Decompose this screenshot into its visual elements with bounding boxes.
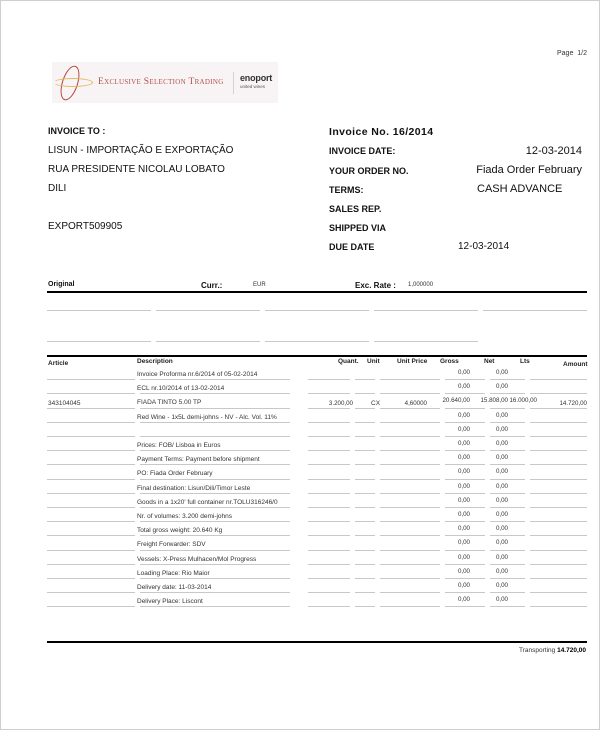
row-rule (530, 464, 587, 465)
cell-unit-price: 4,60000 (404, 400, 427, 408)
row-rule (355, 564, 375, 565)
row-rule (47, 606, 135, 607)
transporting-total: Transporting 14.720,00 (519, 647, 586, 654)
cell-net: 0,00 (495, 496, 508, 504)
row-rule (308, 479, 350, 480)
row-rule (445, 606, 485, 607)
row-rule (47, 493, 135, 494)
cell-net: 0,00 (495, 553, 508, 561)
row-rule (355, 479, 375, 480)
row-rule (140, 550, 290, 551)
row-rule (140, 450, 290, 451)
blank-field-line (265, 310, 369, 311)
cell-gross: 0,00 (457, 539, 470, 547)
row-rule (140, 578, 290, 579)
row-rule (490, 535, 525, 536)
table-bottom-rule (47, 641, 587, 643)
row-rule (140, 436, 290, 437)
company-logo (52, 62, 278, 103)
row-rule (380, 578, 440, 579)
row-rule (490, 521, 525, 522)
row-rule (308, 493, 350, 494)
cell-net: 0,00 (495, 482, 508, 490)
due-date-label: DUE DATE (329, 242, 375, 252)
row-rule (355, 521, 375, 522)
cell-net: 0,00 (495, 440, 508, 447)
row-rule (530, 550, 587, 551)
row-rule (380, 550, 440, 551)
row-rule (308, 550, 350, 551)
cell-gross: 0,00 (457, 454, 470, 462)
cell-gross: 0,00 (457, 369, 470, 376)
row-rule (47, 564, 135, 565)
cell-gross: 0,00 (457, 511, 470, 518)
currency-label: Curr.: (201, 281, 223, 290)
row-rule (308, 450, 350, 451)
row-rule (355, 450, 375, 451)
invoice-number: Invoice No. 16/2014 (329, 126, 434, 138)
row-rule (140, 379, 290, 380)
row-rule (140, 606, 290, 607)
row-rule (445, 493, 485, 494)
cell-net: 0,00 (495, 454, 508, 462)
row-rule (445, 479, 485, 480)
row-rule (445, 578, 485, 579)
row-rule (530, 606, 587, 607)
logo-divider (233, 72, 234, 94)
cell-gross: 0,00 (457, 468, 470, 476)
cell-description: Delivery Place: Liscont (137, 598, 203, 606)
row-rule (355, 408, 375, 409)
row-rule (490, 564, 525, 565)
cell-gross: 20.640,00 (442, 397, 470, 405)
row-rule (530, 493, 587, 494)
cell-description: Vessels: X-Press Mulhacen/Mol Progress (137, 555, 257, 563)
cell-net: 0,00 (495, 511, 508, 518)
row-rule (308, 578, 350, 579)
exchange-rate-label: Exc. Rate : (355, 281, 396, 290)
due-date-value: 12-03-2014 (458, 241, 510, 252)
row-rule (355, 606, 375, 607)
order-number-value: Fiada Order February (476, 164, 582, 176)
col-header-unit: Unit (367, 358, 380, 365)
logo-brand-text: Exclusive Selection Trading (98, 77, 224, 87)
cell-description: ECL nr.10/2014 of 13-02-2014 (137, 385, 225, 393)
cell-net: 0,00 (495, 425, 508, 433)
row-rule (530, 535, 587, 536)
exchange-rate-value: 1,000000 (408, 282, 434, 288)
row-rule (380, 479, 440, 480)
invoice-to-label: INVOICE TO : (48, 126, 106, 136)
row-rule (308, 436, 350, 437)
cell-net: 0,00 (495, 596, 508, 604)
cell-gross: 0,00 (457, 553, 470, 561)
row-rule (380, 521, 440, 522)
row-rule (47, 379, 135, 380)
row-rule (308, 379, 350, 380)
row-rule (530, 450, 587, 451)
cell-unit: CX (371, 400, 381, 408)
row-rule (140, 535, 290, 536)
cell-description: Freight Forwarder: SDV (137, 541, 206, 549)
row-rule (445, 422, 485, 423)
row-rule (47, 436, 135, 437)
row-rule (530, 592, 587, 593)
customer-name: LISUN - IMPORTAÇÃO E EXPORTAÇÃO (48, 145, 234, 156)
cell-gross: 0,00 (457, 383, 470, 391)
row-rule (490, 578, 525, 579)
row-rule (355, 578, 375, 579)
row-rule (530, 393, 587, 394)
row-rule (445, 507, 485, 508)
row-rule (355, 393, 375, 394)
blank-field-line (265, 341, 369, 342)
row-rule (355, 379, 375, 380)
cell-gross: 0,00 (457, 482, 470, 490)
invoice-date-label: INVOICE DATE: (329, 146, 396, 156)
header-rule (47, 291, 587, 293)
row-rule (355, 592, 375, 593)
cell-gross: 0,00 (457, 440, 470, 447)
row-rule (490, 408, 525, 409)
row-rule (445, 550, 485, 551)
row-rule (140, 479, 290, 480)
row-rule (530, 422, 587, 423)
cell-gross: 0,00 (457, 582, 470, 589)
row-rule (380, 393, 440, 394)
row-rule (355, 464, 375, 465)
row-rule (47, 521, 135, 522)
cell-gross: 0,00 (457, 596, 470, 604)
row-rule (445, 436, 485, 437)
row-rule (355, 493, 375, 494)
table-top-rule (47, 355, 587, 357)
row-rule (445, 408, 485, 409)
col-header-quant: Quant. (338, 358, 359, 365)
row-rule (47, 422, 135, 423)
row-rule (490, 507, 525, 508)
logo-swoosh-icon (53, 78, 93, 87)
row-rule (140, 564, 290, 565)
row-rule (380, 592, 440, 593)
row-rule (490, 450, 525, 451)
col-header-article: Article (48, 360, 69, 367)
row-rule (445, 521, 485, 522)
row-rule (530, 521, 587, 522)
row-rule (47, 578, 135, 579)
cell-net: 0,00 (495, 383, 508, 391)
row-rule (47, 479, 135, 480)
row-rule (308, 564, 350, 565)
row-rule (445, 564, 485, 565)
row-rule (140, 507, 290, 508)
row-rule (47, 535, 135, 536)
row-rule (380, 493, 440, 494)
row-rule (355, 507, 375, 508)
cell-description: Total gross weight: 20.640 Kg (137, 527, 223, 535)
row-rule (308, 507, 350, 508)
row-rule (308, 464, 350, 465)
row-rule (445, 464, 485, 465)
cell-article: 343104045 (48, 400, 81, 408)
cell-description: Invoice Proforma nr.6/2014 of 05-02-2014 (137, 371, 258, 378)
cell-gross: 0,00 (457, 567, 470, 575)
row-rule (380, 379, 440, 380)
cell-description: PO: Fiada Order February (137, 470, 213, 478)
cell-description: Payment Terms: Payment before shipment (137, 456, 260, 464)
cell-net: 0,00 (495, 369, 508, 376)
row-rule (380, 422, 440, 423)
row-rule (308, 408, 350, 409)
row-rule (490, 493, 525, 494)
cell-amount: 14.720,00 (559, 400, 587, 408)
row-rule (308, 521, 350, 522)
terms-value: CASH ADVANCE (477, 183, 563, 195)
row-rule (140, 393, 290, 394)
blank-field-line (483, 310, 587, 311)
row-rule (530, 564, 587, 565)
row-rule (140, 592, 290, 593)
col-header-gross: Gross (440, 358, 459, 365)
row-rule (47, 592, 135, 593)
blank-field-line (374, 310, 478, 311)
blank-field-line (156, 310, 260, 311)
row-rule (355, 436, 375, 437)
row-rule (140, 464, 290, 465)
row-rule (308, 393, 350, 394)
row-rule (490, 464, 525, 465)
row-rule (380, 450, 440, 451)
row-rule (490, 422, 525, 423)
row-rule (380, 408, 440, 409)
sales-rep-label: SALES REP. (329, 204, 382, 214)
col-header-lts: Lts (520, 358, 530, 365)
row-rule (47, 507, 135, 508)
row-rule (380, 606, 440, 607)
cell-description: Prices: FOB/ Lisboa in Euros (137, 442, 221, 449)
row-rule (445, 592, 485, 593)
cell-net: 0,00 (495, 525, 508, 533)
cell-net: 0,00 (495, 539, 508, 547)
cell-gross: 0,00 (457, 525, 470, 533)
customer-reference: EXPORT509905 (48, 221, 123, 232)
row-rule (140, 422, 290, 423)
row-rule (308, 592, 350, 593)
row-rule (47, 393, 135, 394)
customer-city: DILI (48, 183, 67, 194)
blank-field-line (47, 341, 151, 342)
row-rule (530, 379, 587, 380)
blank-field-line (156, 341, 260, 342)
cell-gross: 0,00 (457, 496, 470, 504)
cell-description: Red Wine - 1x5L demi-johns - NV - Alc. Vol. 11% (137, 413, 277, 421)
customer-street: RUA PRESIDENTE NICOLAU LOBATO (48, 164, 225, 175)
shipped-via-label: SHIPPED VIA (329, 223, 387, 233)
blank-field-line (374, 341, 478, 342)
row-rule (445, 393, 485, 394)
cell-net: 0,00 (495, 468, 508, 476)
terms-label: TERMS: (329, 185, 364, 195)
row-rule (490, 479, 525, 480)
row-rule (140, 521, 290, 522)
blank-field-line (47, 310, 151, 311)
cell-description: Nr. of volumes: 3.200 demi-johns (137, 513, 233, 520)
cell-description: Goods in a 1x20' full container nr.TOLU316246/0 (137, 498, 278, 506)
row-rule (530, 507, 587, 508)
cell-description: FIADA TINTO 5.00 TP (137, 399, 202, 407)
row-rule (355, 535, 375, 536)
cell-description: Final destination: Lisun/Dili/Timor Leste (137, 484, 251, 492)
row-rule (308, 535, 350, 536)
logo-partner-text: enoport (240, 73, 273, 83)
currency-value: EUR (253, 282, 266, 288)
row-rule (47, 464, 135, 465)
row-rule (530, 436, 587, 437)
row-rule (380, 464, 440, 465)
cell-gross: 0,00 (457, 425, 470, 433)
col-header-net: Net (484, 358, 495, 365)
row-rule (445, 535, 485, 536)
row-rule (308, 422, 350, 423)
invoice-date-value: 12-03-2014 (525, 145, 582, 157)
row-rule (140, 493, 290, 494)
row-rule (445, 450, 485, 451)
cell-net: 0,00 (495, 567, 508, 575)
cell-description: Delivery date: 11-03-2014 (137, 584, 212, 591)
row-rule (490, 606, 525, 607)
cell-gross: 0,00 (457, 411, 470, 419)
row-rule (530, 408, 587, 409)
row-rule (47, 450, 135, 451)
page-number: Page 1/2 (557, 50, 587, 57)
row-rule (380, 564, 440, 565)
row-rule (380, 535, 440, 536)
row-rule (530, 479, 587, 480)
logo-partner-subtext: united wines (240, 84, 266, 89)
cell-net: 0,00 (495, 582, 508, 589)
row-rule (490, 379, 525, 380)
row-rule (355, 550, 375, 551)
col-header-unit-price: Unit Price (397, 358, 428, 365)
row-rule (47, 550, 135, 551)
row-rule (445, 379, 485, 380)
row-rule (490, 436, 525, 437)
original-label: Original (48, 281, 75, 288)
row-rule (490, 592, 525, 593)
cell-quant: 3.200,00 (328, 400, 353, 408)
row-rule (355, 422, 375, 423)
row-rule (380, 507, 440, 508)
row-rule (47, 408, 135, 409)
cell-net: 15.808,00 (480, 397, 508, 405)
col-header-description: Description (137, 358, 173, 365)
cell-net: 0,00 (495, 411, 508, 419)
row-rule (308, 606, 350, 607)
row-rule (140, 408, 290, 409)
cell-description: Loading Place: Rio Maior (137, 569, 210, 577)
row-rule (490, 550, 525, 551)
row-rule (490, 393, 525, 394)
order-number-label: YOUR ORDER NO. (329, 166, 409, 176)
row-rule (380, 436, 440, 437)
col-header-amount: Amount (563, 361, 588, 368)
cell-lts: 16.000,00 (509, 397, 537, 405)
row-rule (530, 578, 587, 579)
